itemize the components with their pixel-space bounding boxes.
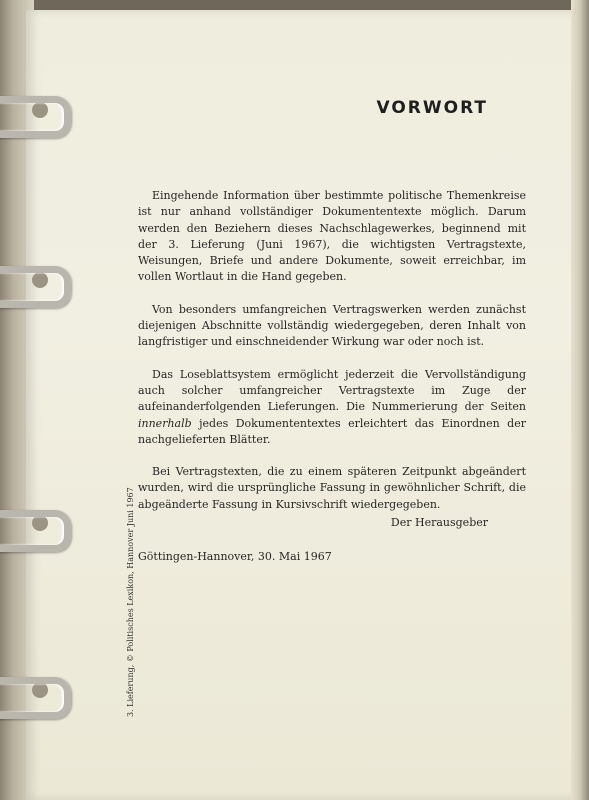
page-title: VORWORT bbox=[376, 98, 488, 118]
binder-ring bbox=[0, 510, 71, 552]
paragraph-3 bbox=[138, 367, 526, 448]
place-date: Göttingen-Hannover, 30. Mai 1967 bbox=[138, 550, 332, 563]
paragraph-2: Von besonders umfangreichen Vertragswerken werden zunächst diejenigen Abschnitte vollständig wiedergegeben, deren Inhalt von langfristiger und einschneidender Wirkung war oder noch ist. bbox=[138, 302, 526, 349]
binder-ring bbox=[0, 677, 71, 719]
binder-ring bbox=[0, 96, 71, 138]
paragraph-3-text-a: Das Loseblattsystem ermöglicht jederzeit die Vervollständigung auch solcher umfangreicher Vertragstexte im Zuge der aufeinanderfolgenden Lieferungen. Die Nummerierung der Seiten bbox=[138, 367, 526, 414]
document-page bbox=[26, 10, 574, 800]
paragraph-3-emphasis: innerhalb bbox=[138, 416, 192, 430]
signature: Der Herausgeber bbox=[390, 516, 488, 529]
paragraph-3-text-b: jedes Dokumententextes erleichtert das Einordnen der nachgelieferten Blätter. bbox=[138, 416, 526, 446]
side-note: 3. Lieferung, © Politisches Lexikon, Hannover Juni 1967 bbox=[126, 487, 135, 717]
binder-ring bbox=[0, 266, 71, 308]
document-body bbox=[138, 188, 526, 529]
paragraph-4: Bei Vertragstexten, die zu einem späteren Zeitpunkt abgeändert wurden, wird die ursprüngliche Fassung in gewöhnlicher Schrift, die abgeänderte Fassung in Kursivschrift wiedergegeben. bbox=[138, 465, 526, 511]
paragraph-1: Eingehende Information über bestimmte politische Themenkreise ist nur anhand vollständiger Dokumententexte möglich. Darum werden den Beziehern dieses Nachschlagewerkes, beginnend mit der 3. Lieferung (Juni 1967), die wichtigsten Vertragstexte, Weisungen, Briefe und andere Dokumente, soweit erreichbar, im vollen Wortlaut in die Hand gegeben. bbox=[138, 189, 526, 284]
page-stack-edge bbox=[571, 0, 589, 800]
